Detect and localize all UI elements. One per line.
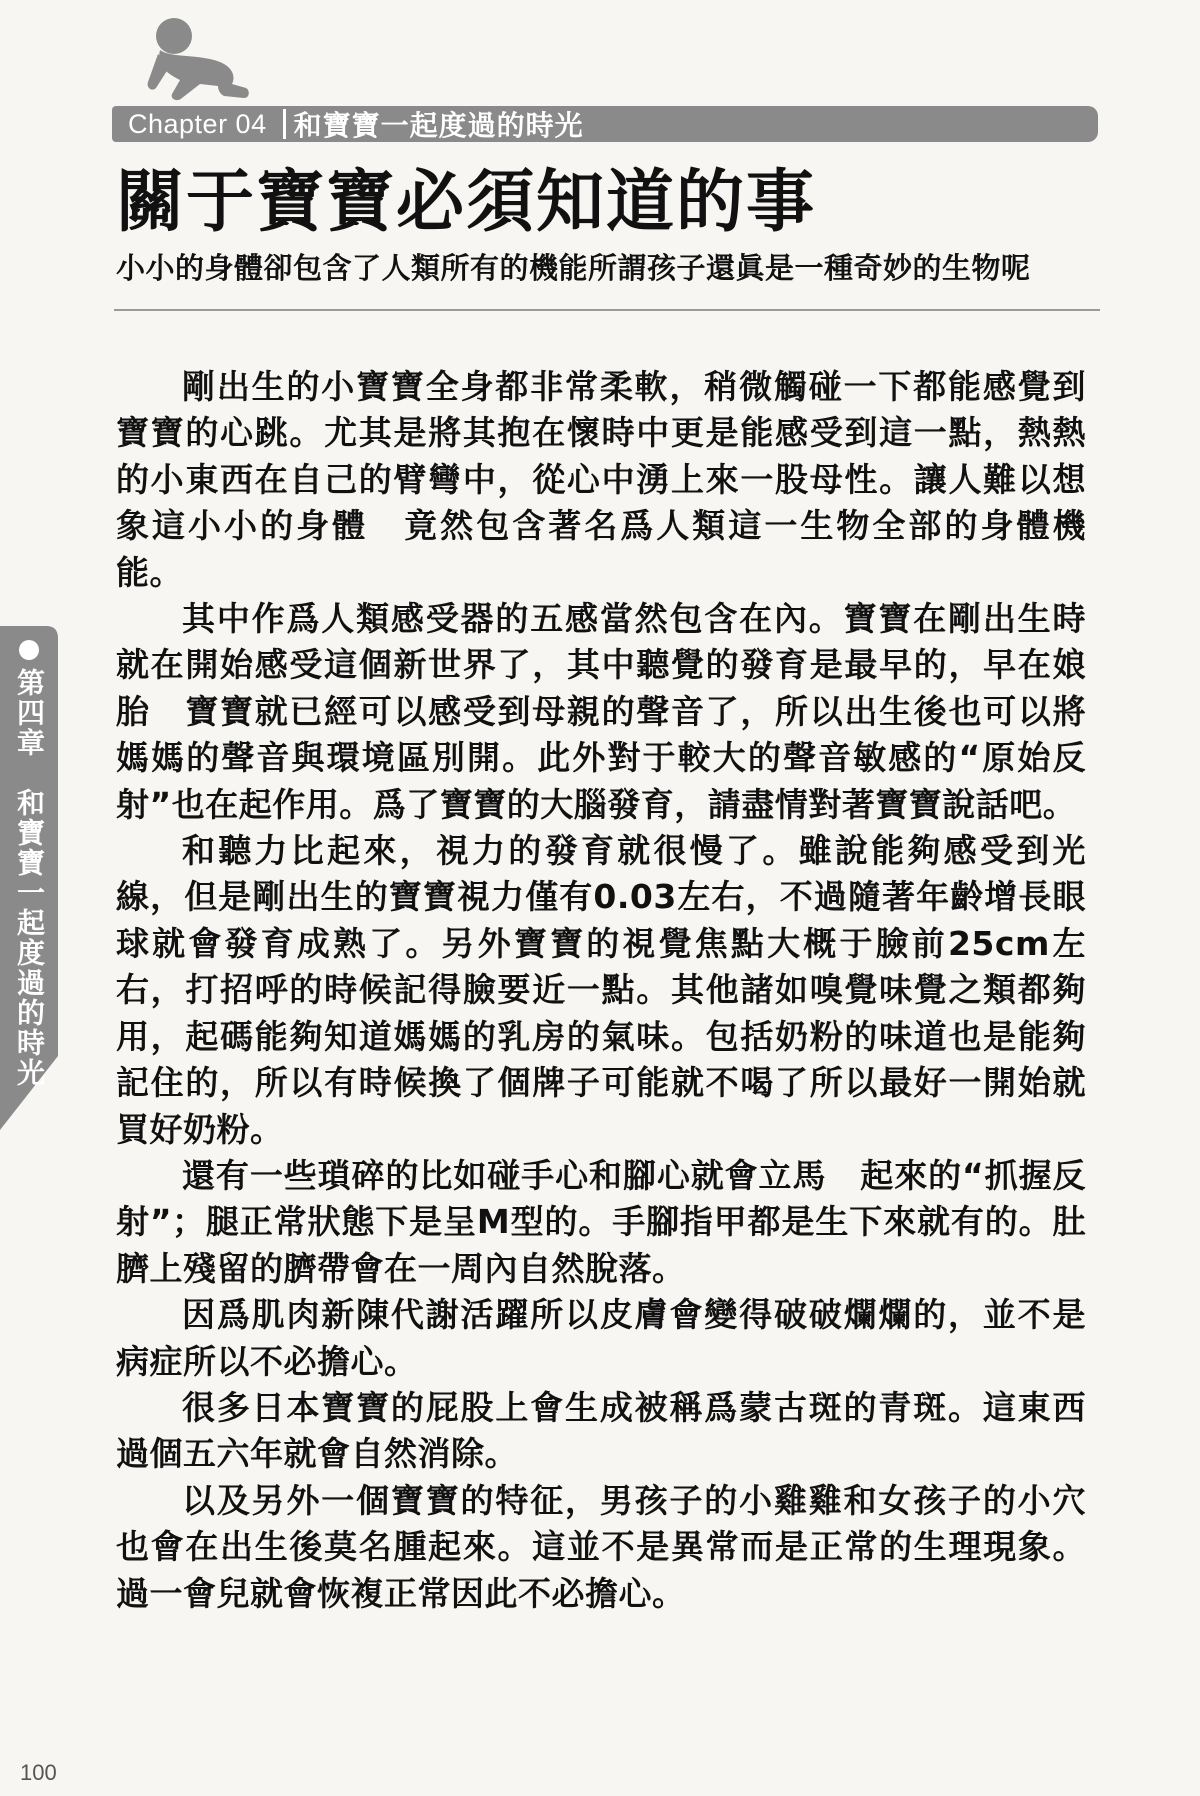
header-divider [114, 309, 1100, 311]
paragraph: 因爲肌肉新陳代謝活躍所以皮膚會變得破破爛爛的，並不是病症所以不必擔心。 [116, 1295, 1086, 1381]
crawling-baby-silhouette-icon [140, 14, 252, 106]
chapter-divider [283, 109, 286, 139]
page-number: 100 [20, 1760, 57, 1785]
paragraph: 以及另外一個寶寶的特征，男孩子的小雞雞和女孩子的小穴也會在出生後莫名腫起來。這並不是異常而是正常的生理現象。過一會兒就會恢複正常因此不必擔心。 [116, 1480, 1086, 1613]
paragraph: 和聽力比起來，視力的發育就很慢了。雖說能夠感受到光線，但是剛出生的寶寶視力僅有0.03左右，不過隨著年齡增長眼球就會發育成熟了。另外寶寶的視覺焦點大概于臉前25cm左右，打招呼的時候記得臉要近一點。其他諸如嗅覺味覺之類都夠用，起碼能夠知道媽媽的乳房的氣味。包括奶粉的味道也是能夠記住的，所以有時候換了個牌子可能就不喝了所以最好一開始就買好奶粉。 [116, 831, 1086, 1149]
side-tab-label [8, 640, 50, 1088]
page-title: 關于寶寶必須知道的事 [116, 163, 817, 242]
page-subtitle: 小小的身體卻包含了人類所有的機能所謂孩子還眞是一種奇妙的生物呢 [116, 251, 1031, 285]
paragraph: 還有一些瑣碎的比如碰手心和腳心就會立馬 起來的“抓握反射”；腿正常狀態下是呈M型的。手腳指甲都是生下來就有的。肚臍上殘留的臍帶會在一周內自然脫落。 [116, 1155, 1086, 1288]
side-tab-text: 第四章 和寶寶一起度過的時光 [13, 668, 46, 1088]
article-body [116, 364, 1086, 1617]
chapter-header-bar [112, 106, 1098, 142]
bullet-dot-icon [19, 640, 39, 660]
chapter-number: Chapter 04 [128, 108, 267, 139]
paragraph: 剛出生的小寶寶全身都非常柔軟，稍微觸碰一下都能感覺到寶寶的心跳。尤其是將其抱在懷時中更是能感受到這一點，熱熱的小東西在自己的臂彎中，從心中湧上來一股母性。讓人難以想象這小小的身體 竟然包含著名爲人類這一生物全部的身體機能。 [116, 367, 1086, 592]
paragraph: 很多日本寶寶的屁股上會生成被稱爲蒙古斑的青斑。這東西過個五六年就會自然消除。 [116, 1387, 1086, 1474]
paragraph: 其中作爲人類感受器的五感當然包含在內。寶寶在剛出生時就在開始感受這個新世界了，其中聽覺的發育是最早的，早在娘胎 寶寶就已經可以感受到母親的聲音了，所以出生後也可以將媽媽的聲音與環境區別開。此外對于較大的聲音敏感的“原始反射”也在起作用。爲了寶寶的大腦發育，請盡情對著寶寶說話吧。 [116, 599, 1086, 824]
chapter-title: 和寶寶一起度過的時光 [293, 109, 584, 142]
